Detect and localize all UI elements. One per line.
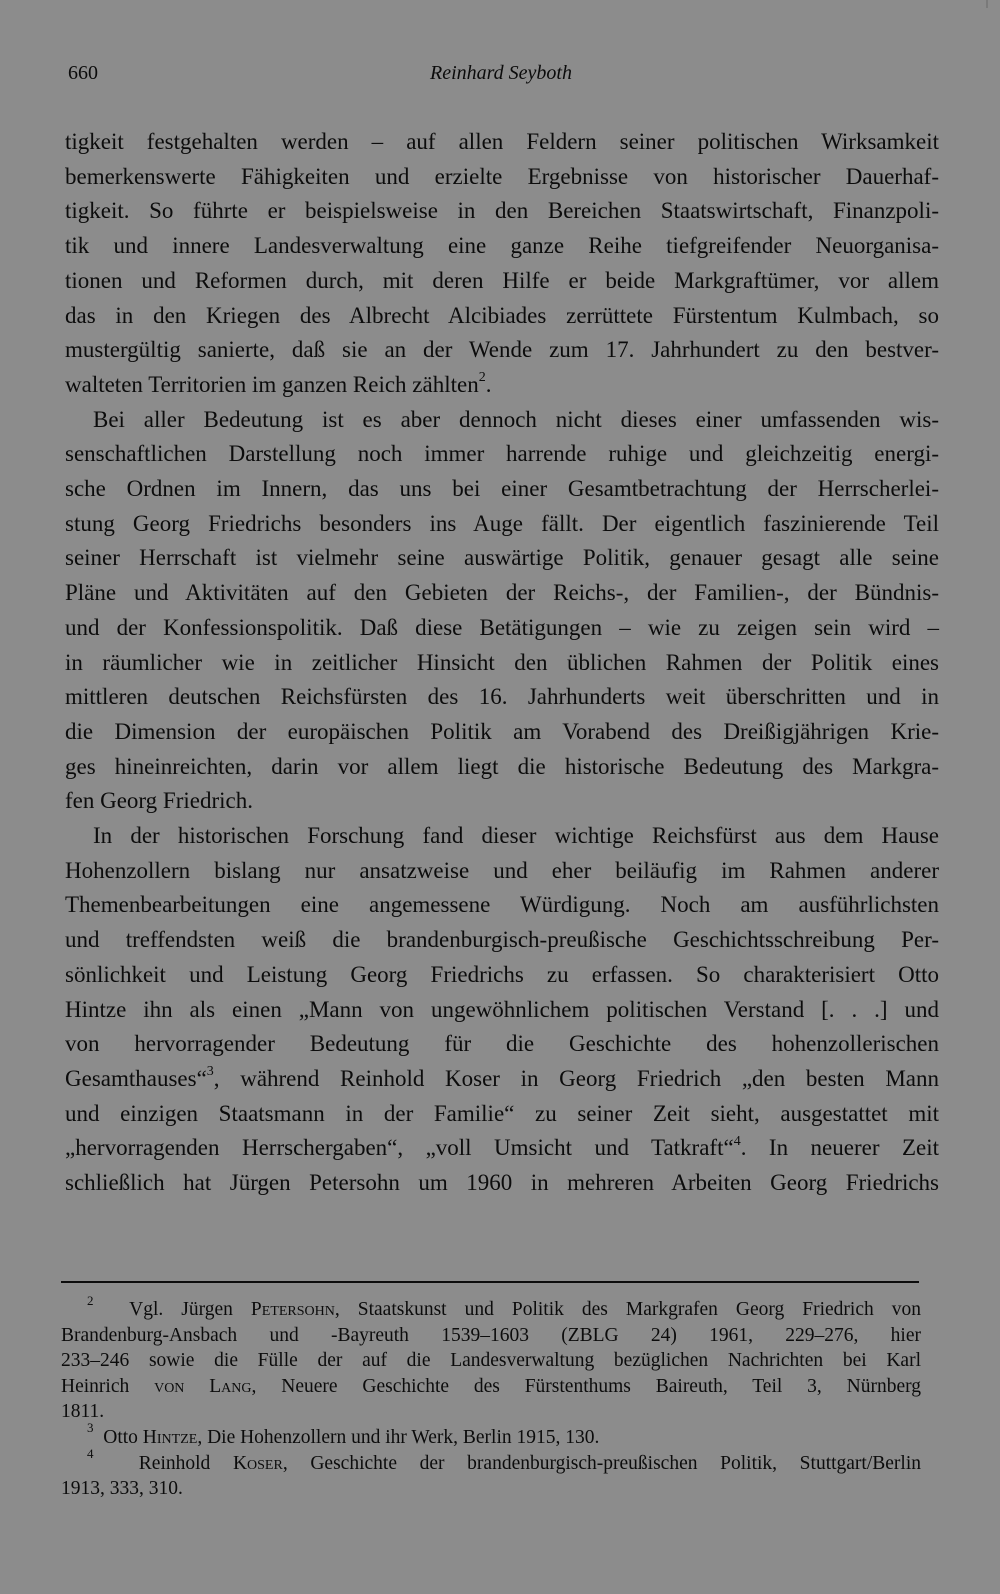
text-fragment: Reinhold	[138, 1452, 233, 1474]
text-line	[61, 1446, 921, 1477]
text-line: 1913, 333, 310.	[61, 1478, 183, 1500]
main-text	[65, 125, 939, 1201]
scan-mark	[986, 0, 988, 8]
text-line: und treffendsten weiß die brandenburgisch-preußische Geschichtsschreibung Per-	[65, 927, 939, 953]
text-line: sönlichkeit und Leistung Georg Friedrichs zu erfassen. So charakterisiert Otto	[65, 961, 939, 987]
author-name: Petersohn	[250, 1299, 335, 1320]
footnote-number: 2	[87, 1292, 94, 1308]
text-line: von hervorragender Bedeutung für die Geschichte des hohenzollerischen	[65, 1031, 939, 1057]
text-line: ges hineinreichten, darin vor allem liegt die historische Bedeutung des Markgra-	[65, 753, 939, 779]
text-fragment: „hervorragenden Herrschergaben“, „voll Umsicht und Tatkraft“	[65, 1135, 734, 1161]
running-head: Reinhard Seyboth	[429, 62, 572, 84]
footnote-3	[61, 1420, 921, 1451]
text-line	[61, 1420, 921, 1451]
text-line	[61, 1374, 921, 1400]
text-line: mittleren deutschen Reichsfürsten des 16. Jahrhunderts weit überschritten und in	[65, 684, 939, 710]
text-line: schließlich hat Jürgen Petersohn um 1960 in mehreren Arbeiten Georg Friedrichs	[65, 1170, 939, 1196]
text-line: tik und innere Landesverwaltung eine ganze Reihe tiefgreifender Neuorganisa-	[65, 233, 939, 259]
text-fragment: , Geschichte der brandenburgisch-preußischen Politik, Stuttgart/Berlin	[282, 1452, 921, 1474]
text-fragment: Otto	[103, 1426, 143, 1448]
text-fragment: .	[485, 371, 492, 397]
text-line: mustergültig sanierte, daß sie an der Wende zum 17. Jahrhundert zu den bestver-	[65, 337, 939, 363]
text-line: Hohenzollern bislang nur ansatzweise und eher beiläufig im Rahmen anderer	[65, 857, 939, 883]
text-line: Brandenburg-Ansbach und -Bayreuth 1539–1603 (ZBLG 24) 1961, 229–276, hier	[61, 1324, 921, 1346]
text-line: sche Ordnen im Innern, das uns bei einer Gesamtbetrachtung der Herrscherlei-	[65, 476, 939, 502]
text-line	[65, 1131, 939, 1166]
author-name: Koser	[232, 1452, 283, 1474]
text-line: die Dimension der europäischen Politik am Vorabend des Dreißigjährigen Krie-	[65, 718, 939, 744]
text-fragment: walteten Territorien im ganzen Reich zählten	[65, 371, 479, 397]
text-line	[61, 1292, 921, 1323]
text-line: und der Konfessionspolitik. Daß diese Betätigungen – wie zu zeigen sein wird –	[65, 614, 939, 640]
text-fragment: Gesamthauses“	[65, 1065, 207, 1091]
text-line: Pläne und Aktivitäten auf den Gebieten der Reichs-, der Familien-, der Bündnis-	[65, 580, 939, 606]
text-line: Themenbearbeitungen eine angemessene Würdigung. Noch am ausführlichsten	[65, 892, 939, 918]
footnote-divider	[61, 1281, 919, 1283]
text-line: bemerkenswerte Fähigkeiten und erzielte Ergebnisse von historischer Dauerhaf-	[65, 163, 939, 189]
text-line	[65, 1062, 939, 1097]
footnote-4	[61, 1446, 921, 1502]
text-line	[65, 368, 939, 403]
footnote-ref-3[interactable]: 3	[206, 1064, 214, 1080]
text-line: 233–246 sowie die Fülle der auf die Landesverwaltung bezüglichen Nachrichten bei Karl	[61, 1350, 921, 1372]
footnote-2	[61, 1292, 921, 1425]
text-line: tionen und Reformen durch, mit deren Hilfe er beide Markgraftümer, vor allem	[65, 267, 939, 293]
text-line: tigkeit. So führte er beispielsweise in den Bereichen Staatswirtschaft, Finanzpoli-	[65, 198, 939, 224]
footnote-ref-4[interactable]: 4	[733, 1133, 741, 1149]
text-fragment: , Staatskunst und Politik des Markgrafen Georg Friedrich von	[334, 1299, 921, 1320]
text-line: tigkeit festgehalten werden – auf allen Feldern seiner politischen Wirksamkeit	[65, 129, 939, 154]
paragraph-2	[65, 403, 939, 819]
text-fragment: , Die Hohenzollern und ihr Werk, Berlin 1915, 130.	[197, 1426, 600, 1448]
text-line: In der historischen Forschung fand dieser wichtige Reichsfürst aus dem Hause	[93, 823, 939, 849]
paragraph-1	[65, 125, 939, 403]
text-line: fen Georg Friedrich.	[65, 788, 253, 814]
page-header	[68, 62, 934, 92]
text-line: seiner Herrschaft ist vielmehr seine auswärtige Politik, genauer gesagt alle seine	[65, 545, 939, 571]
page-number: 660	[68, 62, 98, 84]
text-line: das in den Kriegen des Albrecht Alcibiades zerrüttete Fürstentum Kulmbach, so	[65, 302, 939, 328]
text-line: und einzigen Staatsmann in der Familie“ zu seiner Zeit sieht, ausgestattet mit	[65, 1100, 939, 1126]
footnote-ref-2[interactable]: 2	[478, 370, 486, 386]
author-name: von Lang	[154, 1375, 252, 1397]
text-line: in räumlicher wie in zeitlicher Hinsicht den üblichen Rahmen der Politik eines	[65, 649, 939, 675]
text-fragment: Vgl. Jürgen	[129, 1299, 251, 1320]
footnote-number: 3	[87, 1420, 94, 1436]
text-fragment: Heinrich	[61, 1375, 155, 1397]
text-line: Bei aller Bedeutung ist es aber dennoch nicht dieses einer umfassenden wis-	[93, 406, 939, 432]
text-fragment: , während Reinhold Koser in Georg Friedrich „den besten Mann	[213, 1065, 939, 1091]
paragraph-3	[65, 819, 939, 1201]
text-fragment: . In neuerer Zeit	[740, 1135, 939, 1161]
footnote-number: 4	[87, 1446, 94, 1462]
text-line: 1811.	[61, 1401, 105, 1423]
text-line: senschaftlichen Darstellung noch immer harrende ruhige und gleichzeitig energi-	[65, 441, 939, 467]
text-fragment: , Neuere Geschichte des Fürstenthums Baireuth, Teil 3, Nürnberg	[251, 1375, 921, 1397]
text-line: Hintze ihn als einen „Mann von ungewöhnlichem politischen Verstand [. . .] und	[65, 996, 939, 1022]
author-name: Hintze	[142, 1426, 198, 1448]
footnotes	[61, 1292, 921, 1502]
text-line: stung Georg Friedrichs besonders ins Auge fällt. Der eigentlich faszinierende Teil	[65, 510, 939, 536]
